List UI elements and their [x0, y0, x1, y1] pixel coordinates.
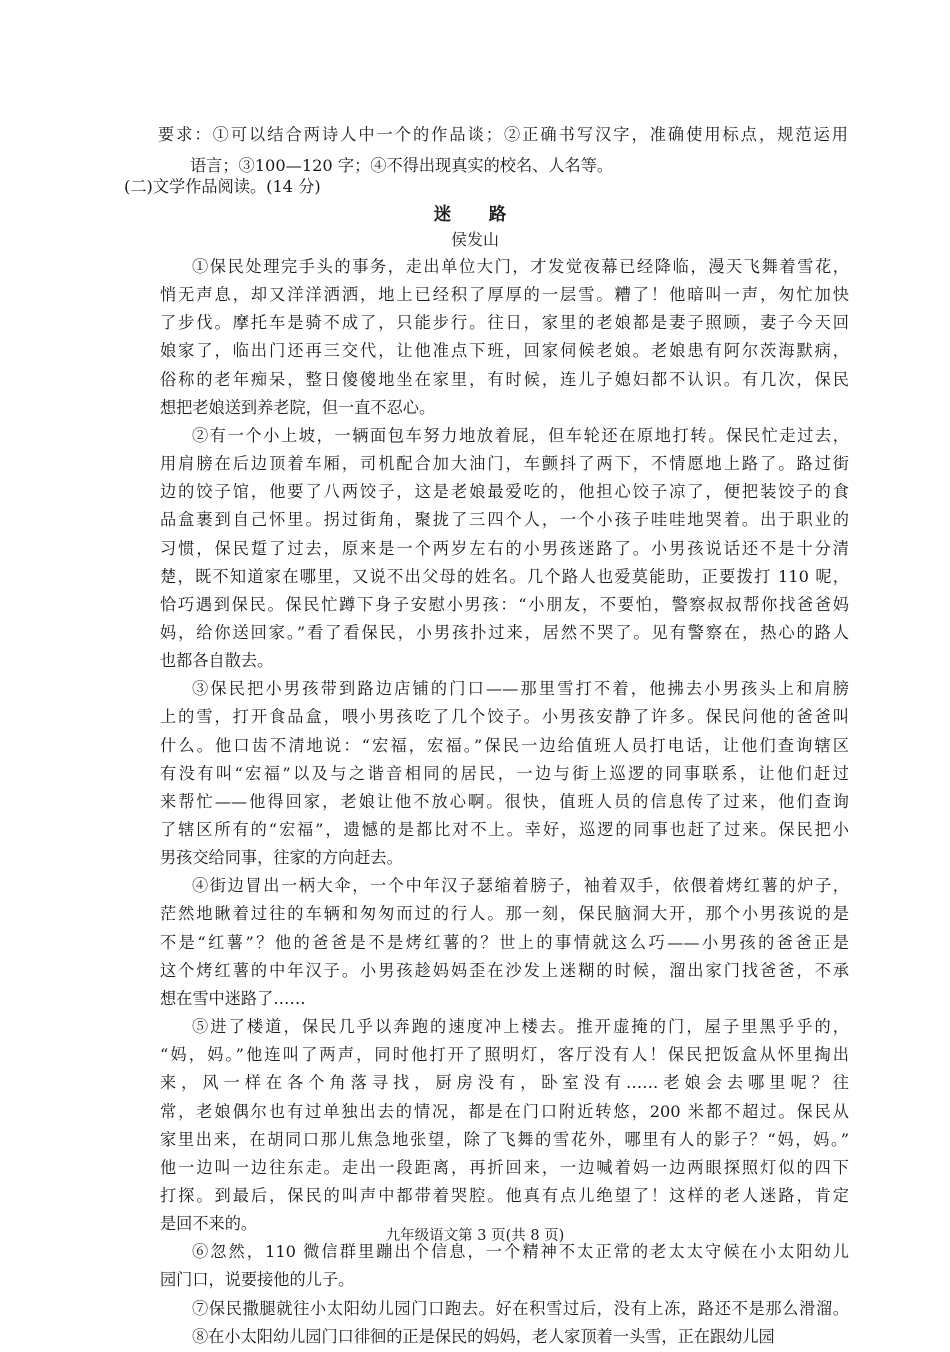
paragraph-line: 想把老娘送到养老院，但一直不忍心。	[160, 397, 436, 417]
paragraph-line: 上的雪，打开食品盒，喂小男孩吃了几个饺子。小男孩安静了许多。保民问他的爸爸叫	[160, 707, 849, 727]
paragraph-line: 打探。到最后，保民的叫声中都带着哭腔。他真有点儿绝望了！这样的老人迷路，肯定	[160, 1185, 849, 1205]
paragraph-first-line: ⑦保民撒腿就往小太阳幼儿园门口跑去。好在积雪过后，没有上冻，路还不是那么滑溜。	[192, 1298, 849, 1318]
paragraph-line: 边的饺子馆，他要了八两饺子，这是老娘最爱吃的，他担心饺子凉了，便把装饺子的食	[160, 482, 849, 502]
paragraph-line: 园门口，说要接他的儿子。	[160, 1270, 355, 1290]
paragraph-line: 了步伐。摩托车是骑不成了，只能步行。往日，家里的老娘都是妻子照顾，妻子今天回	[160, 313, 849, 333]
paragraph-line: 娘家了，临出门还再三交代，让他准点下班，回家伺候老娘。老娘患有阿尔茨海默病，	[160, 341, 849, 361]
paragraph-line: 是回不来的。	[160, 1214, 258, 1234]
paragraph-line: 男孩交给同事，往家的方向赶去。	[160, 848, 403, 868]
paragraph-line: 有没有叫“宏福”以及与之谐音相同的居民，一边与街上巡逻的同事联系，让他们赶过	[160, 763, 849, 783]
paragraph-line: 常，老娘偶尔也有过单独出去的情况，都是在门口附近转悠，200 米都不超过。保民从	[160, 1101, 849, 1121]
paragraph-first-line: ③保民把小男孩带到路边店铺的门口——那里雪打不着，他拂去小男孩头上和肩膀	[192, 679, 849, 699]
paragraph-line: 品盒裹到自己怀里。拐过街角，聚拢了三四个人，一个小孩子哇哇地哭着。出于职业的	[160, 510, 849, 530]
paragraph-first-line: ④街边冒出一柄大伞，一个中年汉子瑟缩着膀子，袖着双手，依偎着烤红薯的炉子，	[192, 876, 849, 896]
requirements-line-1: 要求：①可以结合两诗人中一个的作品谈；②正确书写汉字，准确使用标点，规范运用	[158, 125, 848, 144]
paragraph-line: 用肩膀在后边顶着车厢，司机配合加大油门，车颤抖了两下，不情愿地上路了。路过街	[160, 454, 849, 474]
paragraph-line: 悄无声息，却又洋洋洒洒，地上已经积了厚厚的一层雪。糟了！他暗叫一声，匆忙加快	[160, 285, 849, 305]
page-footer: 九年级语文第 3 页(共 8 页)	[385, 1228, 565, 1244]
paragraph-line: 来，风一样在各个角落寻找，厨房没有，卧室没有……老娘会去哪里呢？往	[160, 1073, 849, 1093]
paragraph-line: 不是“红薯”？他的爸爸是不是烤红薯的？世上的事情就这么巧——小男孩的爸爸正是	[160, 932, 849, 952]
paragraph-first-line: ⑧在小太阳幼儿园门口徘徊的正是保民的妈妈，老人家顶着一头雪，正在跟幼儿园	[192, 1326, 775, 1346]
paragraph-line: 这个烤红薯的中年汉子。小男孩趁妈妈歪在沙发上迷糊的时候，溜出家门找爸爸，不承	[160, 960, 849, 980]
paragraph-line: 茫然地瞅着过往的车辆和匆匆而过的行人。那一刻，保民脑洞大开，那个小男孩说的是	[160, 904, 849, 924]
paragraph-line: 楚，既不知道家在哪里，又说不出父母的姓名。几个路人也爱莫能助，正要拨打 110 呢，	[160, 566, 849, 586]
paragraph-line: 想在雪中迷路了……	[160, 988, 306, 1008]
paragraph-line: 什么。他口齿不清地说：“宏福，宏福。”保民一边给值班人员打电话，让他们查询辖区	[160, 735, 849, 755]
paragraph-line: 他一边叫一边往东走。走出一段距离，再折回来，一边喊着妈一边两眼探照灯似的四下	[160, 1157, 849, 1177]
paragraph-first-line: ⑥忽然，110 微信群里蹦出个信息，一个精神不太正常的老太太守候在小太阳幼儿	[192, 1242, 849, 1262]
paragraph-line: 恰巧遇到保民。保民忙蹲下身子安慰小男孩：“小朋友，不要怕，警察叔叔帮你找爸爸妈	[160, 594, 849, 614]
paragraph-line: “妈，妈。”他连叫了两声，同时他打开了照明灯，客厅没有人！保民把饭盒从怀里掏出	[160, 1045, 849, 1065]
story-author: 侯发山	[450, 230, 499, 249]
paragraph-line: 俗称的老年痴呆，整日傻傻地坐在家里，有时候，连儿子媳妇都不认识。有几次，保民	[160, 369, 849, 389]
paragraph-line: 了辖区所有的“宏福”，遗憾的是都比对不上。幸好，巡逻的同事也赶了过来。保民把小	[160, 820, 849, 839]
paragraph-first-line: ②有一个小上坡，一辆面包车努力地放着屁，但车轮还在原地打转。保民忙走过去，	[192, 425, 849, 445]
paragraph-line: 习惯，保民踅了过去，原来是一个两岁左右的小男孩迷路了。小男孩说话还不是十分清	[160, 538, 849, 558]
paragraph-line: 家里出来，在胡同口那儿焦急地张望，除了飞舞的雪花外，哪里有人的影子？“妈，妈。”	[160, 1129, 849, 1149]
story-title: 迷 路	[433, 205, 517, 225]
paragraph-first-line: ⑤进了楼道，保民几乎以奔跑的速度冲上楼去。推开虚掩的门，屋子里黑乎乎的，	[192, 1017, 849, 1037]
paragraph-line: 来帮忙——他得回家，老娘让他不放心啊。很快，值班人员的信息传了过来，他们查询	[160, 791, 849, 811]
paragraph-line: 妈，给你送回家。”看了看保民，小男孩扑过来，居然不哭了。见有警察在，热心的路人	[160, 622, 849, 642]
section-heading: (二)文学作品阅读。(14 分)	[124, 177, 321, 196]
paragraph-line: 也都各自散去。	[160, 651, 274, 671]
requirements-line-2: 语言；③100—120 字；④不得出现真实的校名、人名等。	[190, 156, 614, 175]
paragraph-first-line: ①保民处理完手头的事务，走出单位大门，才发觉夜幕已经降临，漫天飞舞着雪花，	[192, 257, 849, 276]
